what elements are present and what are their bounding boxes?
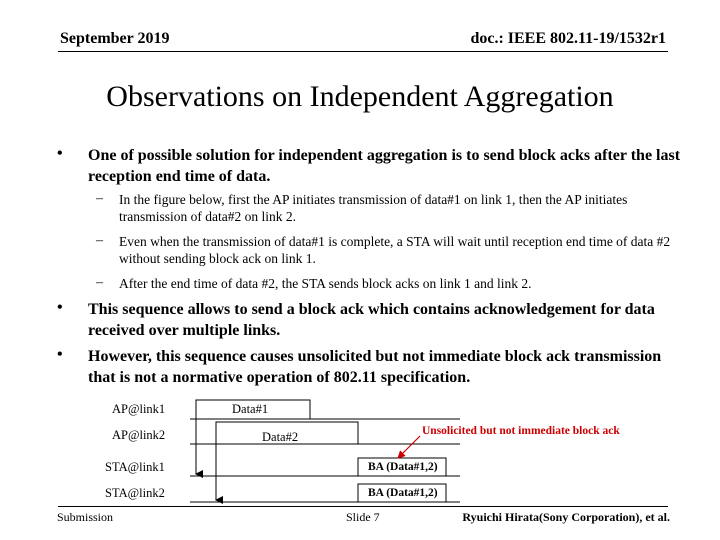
row-label-ap-link1: AP@link1 — [112, 402, 166, 416]
footer-submission: Submission — [57, 510, 114, 524]
bullet-marker: • — [57, 145, 63, 162]
footer-author: Ryuichi Hirata(Sony Corporation), et al. — [462, 510, 670, 524]
header-doc-id: doc.: IEEE 802.11-19/1532r1 — [470, 30, 666, 47]
bullet-text: This sequence allows to send a block ack which contains acknowledgement for data received over multiple links. — [88, 301, 655, 339]
bullet-text: One of possible solution for independent aggregation is to send block acks after the last reception end time of data. — [88, 147, 681, 185]
ba-label-link1: BA (Data#1,2) — [368, 461, 438, 473]
bullet-text: However, this sequence causes unsolicited but not immediate block ack transmission that is not a normative operation of 802.11 specification. — [88, 348, 662, 386]
row-label-sta-link2: STA@link2 — [105, 486, 165, 500]
sub-bullet-text: Even when the transmission of data#1 is complete, a STA will wait until reception end time of data #2 without sending block ack on link 1. — [119, 234, 671, 266]
footer-slide-number: Slide 7 — [346, 510, 380, 524]
data1-label: Data#1 — [232, 402, 269, 416]
sub-bullet-text: After the end time of data #2, the STA sends block acks on link 1 and link 2. — [119, 276, 532, 291]
dash-marker: – — [96, 275, 103, 290]
bullet-marker: • — [57, 346, 63, 363]
sub-bullet-text: In the figure below, first the AP initiates transmission of data#1 on link 1, then the AP initiates transmission of data#2 on link 2. — [119, 192, 628, 224]
annotation-arrow — [398, 436, 420, 458]
bullet-marker: • — [57, 299, 63, 316]
row-label-ap-link2: AP@link2 — [112, 428, 166, 442]
header-date: September 2019 — [60, 30, 170, 47]
row-label-sta-link1: STA@link1 — [105, 460, 165, 474]
slide-title: Observations on Independent Aggregation — [106, 80, 614, 113]
dash-marker: – — [96, 233, 103, 248]
ba-label-link2: BA (Data#1,2) — [368, 487, 438, 499]
data2-label: Data#2 — [262, 430, 299, 444]
annotation-label: Unsolicited but not immediate block ack — [422, 425, 620, 437]
dash-marker: – — [96, 191, 103, 206]
footer-rule — [58, 506, 668, 507]
